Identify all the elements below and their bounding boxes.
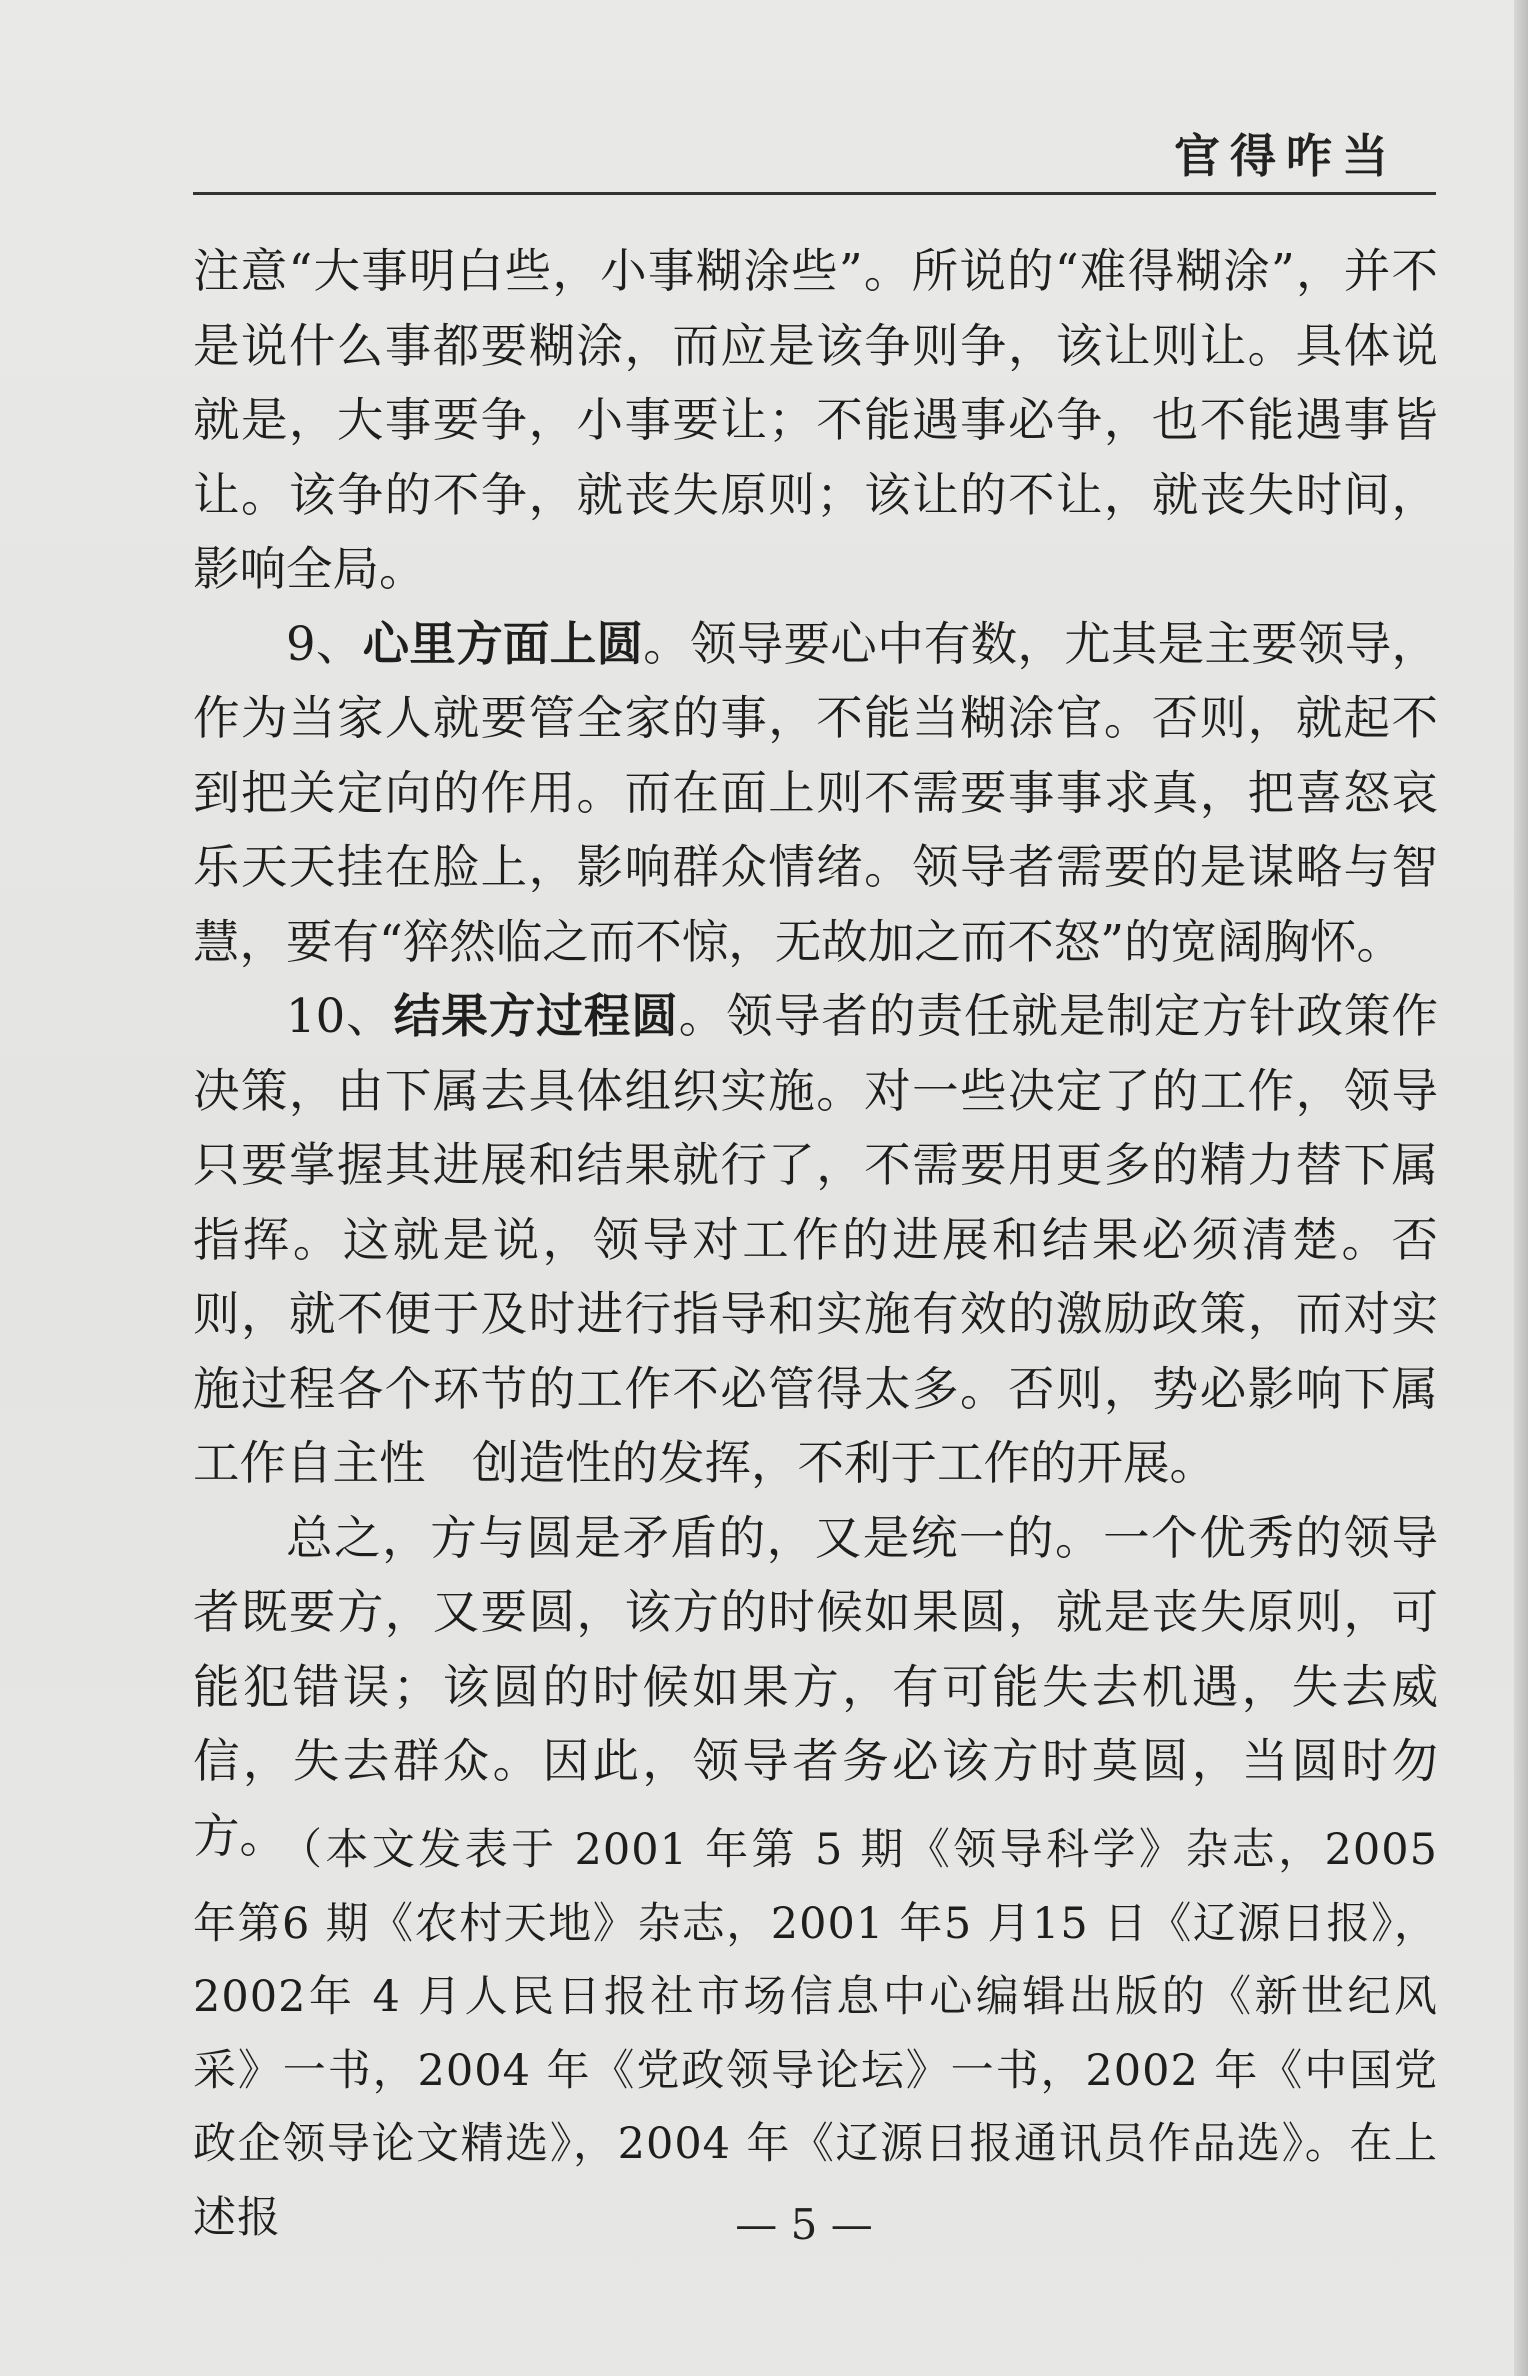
- item-text: 。领导要心中有数，尤其是主要领导，作为当家人就要管全家的事，不能当糊涂官。否则，就起不到把关定向的作用。而在面上则不需要事事求真，把喜怒哀乐天天挂在脸上，影响群众情绪。领导者需要的是谋略与智慧，要有“猝然临之而不惊，无故加之而不怒”的宽阔胸怀。: [193, 616, 1439, 969]
- paragraph-continued: 注意“大事明白些，小事糊涂些”。所说的“难得糊涂”，并不是说什么事都要糊涂，而应是该争则争，该让则让。具体说就是，大事要争，小事要让；不能遇事必争，也不能遇事皆让。该争的不争，就丧失原则；该让的不让，就丧失时间，影响全局。: [193, 244, 1438, 596]
- main-text: [193, 234, 1438, 1873]
- publication-note: [193, 1814, 1438, 2255]
- item-heading: 结果方过程圆: [393, 989, 679, 1043]
- page-number: — 5 —: [735, 2200, 873, 2249]
- publication-note-text: （本文发表于 2001 年第 5 期《领导科学》杂志，2005 年第6 期《农村天地》杂志，2001 年5 月15 日《辽源日报》，2002年 4 月人民日报社市场信息中心编辑出版的《新世纪风采》一书，2004 年《党政领导论坛》一书，2002 年《中国党政企领导论文精选》，2004 年《辽源日报通讯员作品选》。在上述报: [193, 1825, 1438, 2243]
- item-heading: 心里方面上圆: [362, 616, 644, 671]
- header-divider: [193, 192, 1436, 195]
- page-edge-shadow: [1514, 0, 1528, 2376]
- paragraph-item-10: [193, 979, 1438, 1501]
- paragraph-conclusion: 总之，方与圆是矛盾的，又是统一的。一个优秀的领导者既要方，又要圆，该方的时候如果圆，就是丧失原则，可能犯错误；该圆的时候如果方，有可能失去机遇，失去威信，失去群众。因此，领导者务必该方时莫圆，当圆时勿方。: [193, 1510, 1438, 1863]
- item-number: 10、: [286, 989, 394, 1043]
- item-text: 。领导者的责任就是制定方针政策作决策，由下属去具体组织实施。对一些决定了的工作，领导只要掌握其进展和结果就行了，不需要用更多的精力替下属指挥。这就是说，领导对工作的进展和结果必须清楚。否则，就不便于及时进行指导和实施有效的激励政策，而对实施过程各个环节的工作不必管得太多。否则，势必影响下属工作自主性 创造性的发挥，不利于工作的开展。: [193, 989, 1439, 1490]
- running-header-title: 官得咋当: [1174, 129, 1398, 183]
- paragraph-item-9: [193, 607, 1438, 980]
- item-number: 9、: [286, 616, 363, 671]
